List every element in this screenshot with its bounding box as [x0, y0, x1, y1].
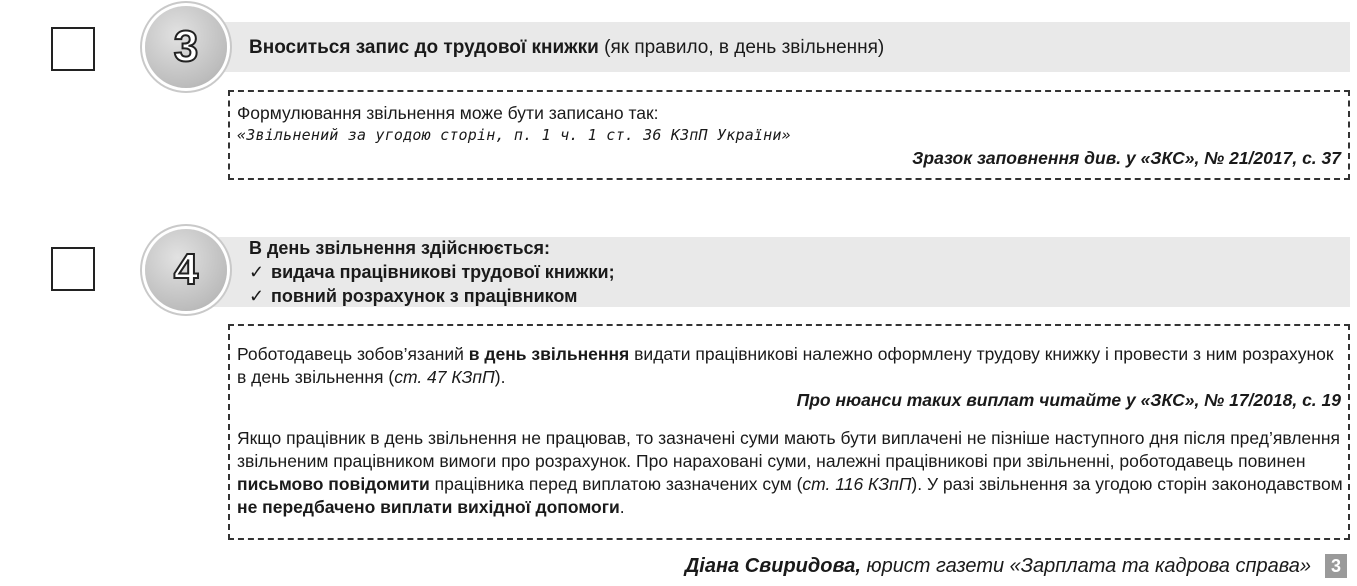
step4-checkbox[interactable]	[51, 247, 95, 291]
step4-number: 4	[173, 245, 199, 294]
text-run: Роботодавець зобов’язаний	[237, 344, 469, 364]
step3-title-rest: (як правило, в день звільнення)	[598, 37, 885, 58]
step4-item-label: видача працівникові трудової книжки;	[271, 262, 615, 282]
step3-number-badge	[145, 6, 227, 88]
step4-note-p2	[237, 427, 1343, 519]
step4-note-ref: Про нюанси таких виплат читайте у «ЗКС», № 17/2018, с. 19	[796, 390, 1341, 410]
step3-title	[249, 36, 884, 60]
step4-note-p1	[237, 343, 1343, 389]
citation: ст. 47 КЗпП	[394, 367, 495, 387]
step3-checkbox[interactable]	[51, 27, 95, 71]
emphasis: письмово повідомити	[237, 474, 430, 494]
step4-heading: В день звільнення здійснюється:	[249, 238, 551, 258]
author-role: юрист газети «Зарплата та кадрова справа»	[860, 555, 1311, 577]
text-run: Якщо працівник в день звільнення не працював, то зазначені суми мають бути виплачені не пізніше наступного дня після пред’явлення звільненим працівником вимоги про розрахунок. Про нараховані суми, належні працівникові при звільненні, роботодавець повинен	[237, 428, 1340, 471]
check-icon: ✓	[249, 262, 265, 282]
author-name: Діана Свиридова,	[684, 555, 861, 577]
step3-note-line1: Формулювання звільнення може бути записано так:	[237, 103, 659, 123]
text-run: ). У разі звільнення за угодою сторін законодавством	[911, 474, 1343, 494]
author-credit	[685, 555, 1311, 578]
step3-number: 3	[173, 22, 199, 71]
page-mark: 3	[1325, 554, 1347, 578]
text-run: працівника перед виплатою зазначених сум (	[429, 474, 803, 494]
step3-note-ref: Зразок заповнення див. у «ЗКС», № 21/2017, с. 37	[912, 148, 1341, 168]
emphasis: не передбачено виплати вихідної допомоги	[237, 497, 620, 517]
step4-item	[249, 260, 615, 284]
step4-number-badge	[145, 229, 227, 311]
step3-note-sample: «Звільнений за угодою сторін, п. 1 ч. 1 ст. 36 КЗпП України»	[237, 126, 791, 144]
text-run: видати працівникові належно оформлену трудову книжку і провести з ним розрахунок в день звільнення (	[237, 344, 1334, 387]
step4-item	[249, 284, 578, 308]
text-run: .	[619, 497, 625, 517]
citation: ст. 116 КЗпП	[802, 474, 912, 494]
step4-item-label: повний розрахунок з працівником	[271, 286, 578, 306]
text-run: ).	[494, 367, 506, 387]
check-icon: ✓	[249, 286, 265, 306]
emphasis: в день звільнення	[468, 344, 630, 364]
step3-title-bold: Вноситься запис до трудової книжки	[249, 37, 599, 58]
